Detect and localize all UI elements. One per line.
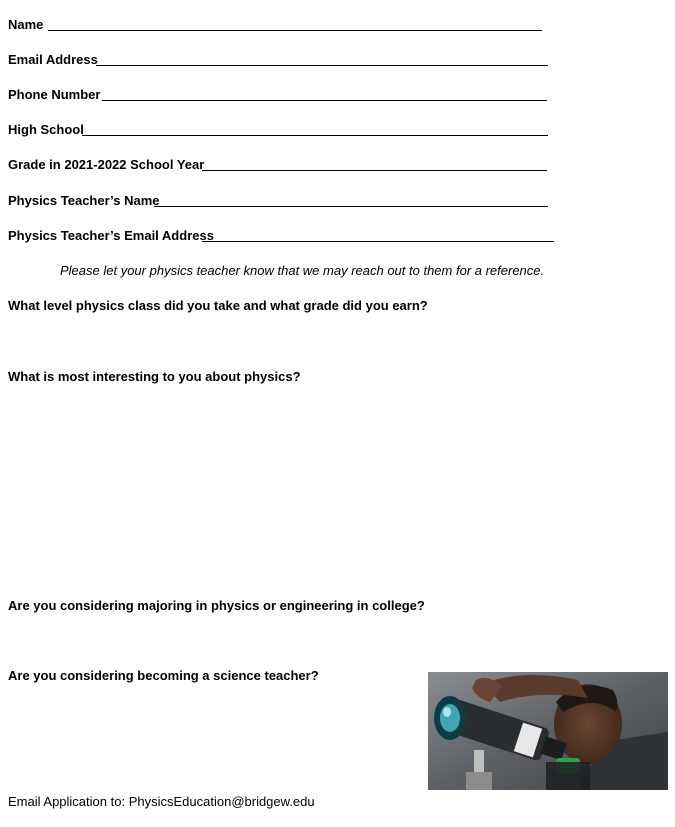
grade-field[interactable] bbox=[8, 157, 204, 173]
name-label: Name bbox=[8, 17, 44, 32]
teacher-email-label: Physics Teacher’s Email Address bbox=[8, 228, 214, 243]
teacher-email-line[interactable] bbox=[202, 241, 554, 242]
grade-label: Grade in 2021-2022 School Year bbox=[8, 157, 205, 172]
name-field[interactable] bbox=[8, 17, 43, 33]
footer bbox=[8, 794, 315, 809]
teacher-name-line[interactable] bbox=[154, 206, 548, 207]
high-school-field[interactable] bbox=[8, 122, 84, 138]
teacher-name-label: Physics Teacher’s Name bbox=[8, 193, 160, 208]
phone-number-field[interactable] bbox=[8, 87, 100, 103]
question-physics-class: What level physics class did you take and what grade did you earn? bbox=[8, 298, 428, 313]
student-telescope-photo bbox=[428, 672, 668, 790]
question-interest: What is most interesting to you about physics? bbox=[8, 369, 301, 384]
email-address-line[interactable] bbox=[96, 65, 548, 66]
question-majoring: Are you considering majoring in physics or engineering in college? bbox=[8, 598, 425, 613]
teacher-name-field[interactable] bbox=[8, 193, 160, 209]
teacher-email-field[interactable] bbox=[8, 228, 214, 244]
grade-line[interactable] bbox=[202, 170, 547, 171]
phone-number-label: Phone Number bbox=[8, 87, 101, 102]
email-address-field[interactable] bbox=[8, 52, 98, 68]
name-line[interactable] bbox=[48, 30, 542, 31]
footer-label: Email Application to: bbox=[8, 794, 126, 809]
email-address-label: Email Address bbox=[8, 52, 98, 67]
footer-email-link[interactable]: PhysicsEducation@bridgew.edu bbox=[128, 794, 315, 809]
question-science-teacher: Are you considering becoming a science teacher? bbox=[8, 668, 319, 683]
reference-note: Please let your physics teacher know that we may reach out to them for a reference. bbox=[60, 263, 545, 278]
high-school-label: High School bbox=[8, 122, 84, 137]
high-school-line[interactable] bbox=[82, 135, 548, 136]
phone-number-line[interactable] bbox=[102, 100, 547, 101]
